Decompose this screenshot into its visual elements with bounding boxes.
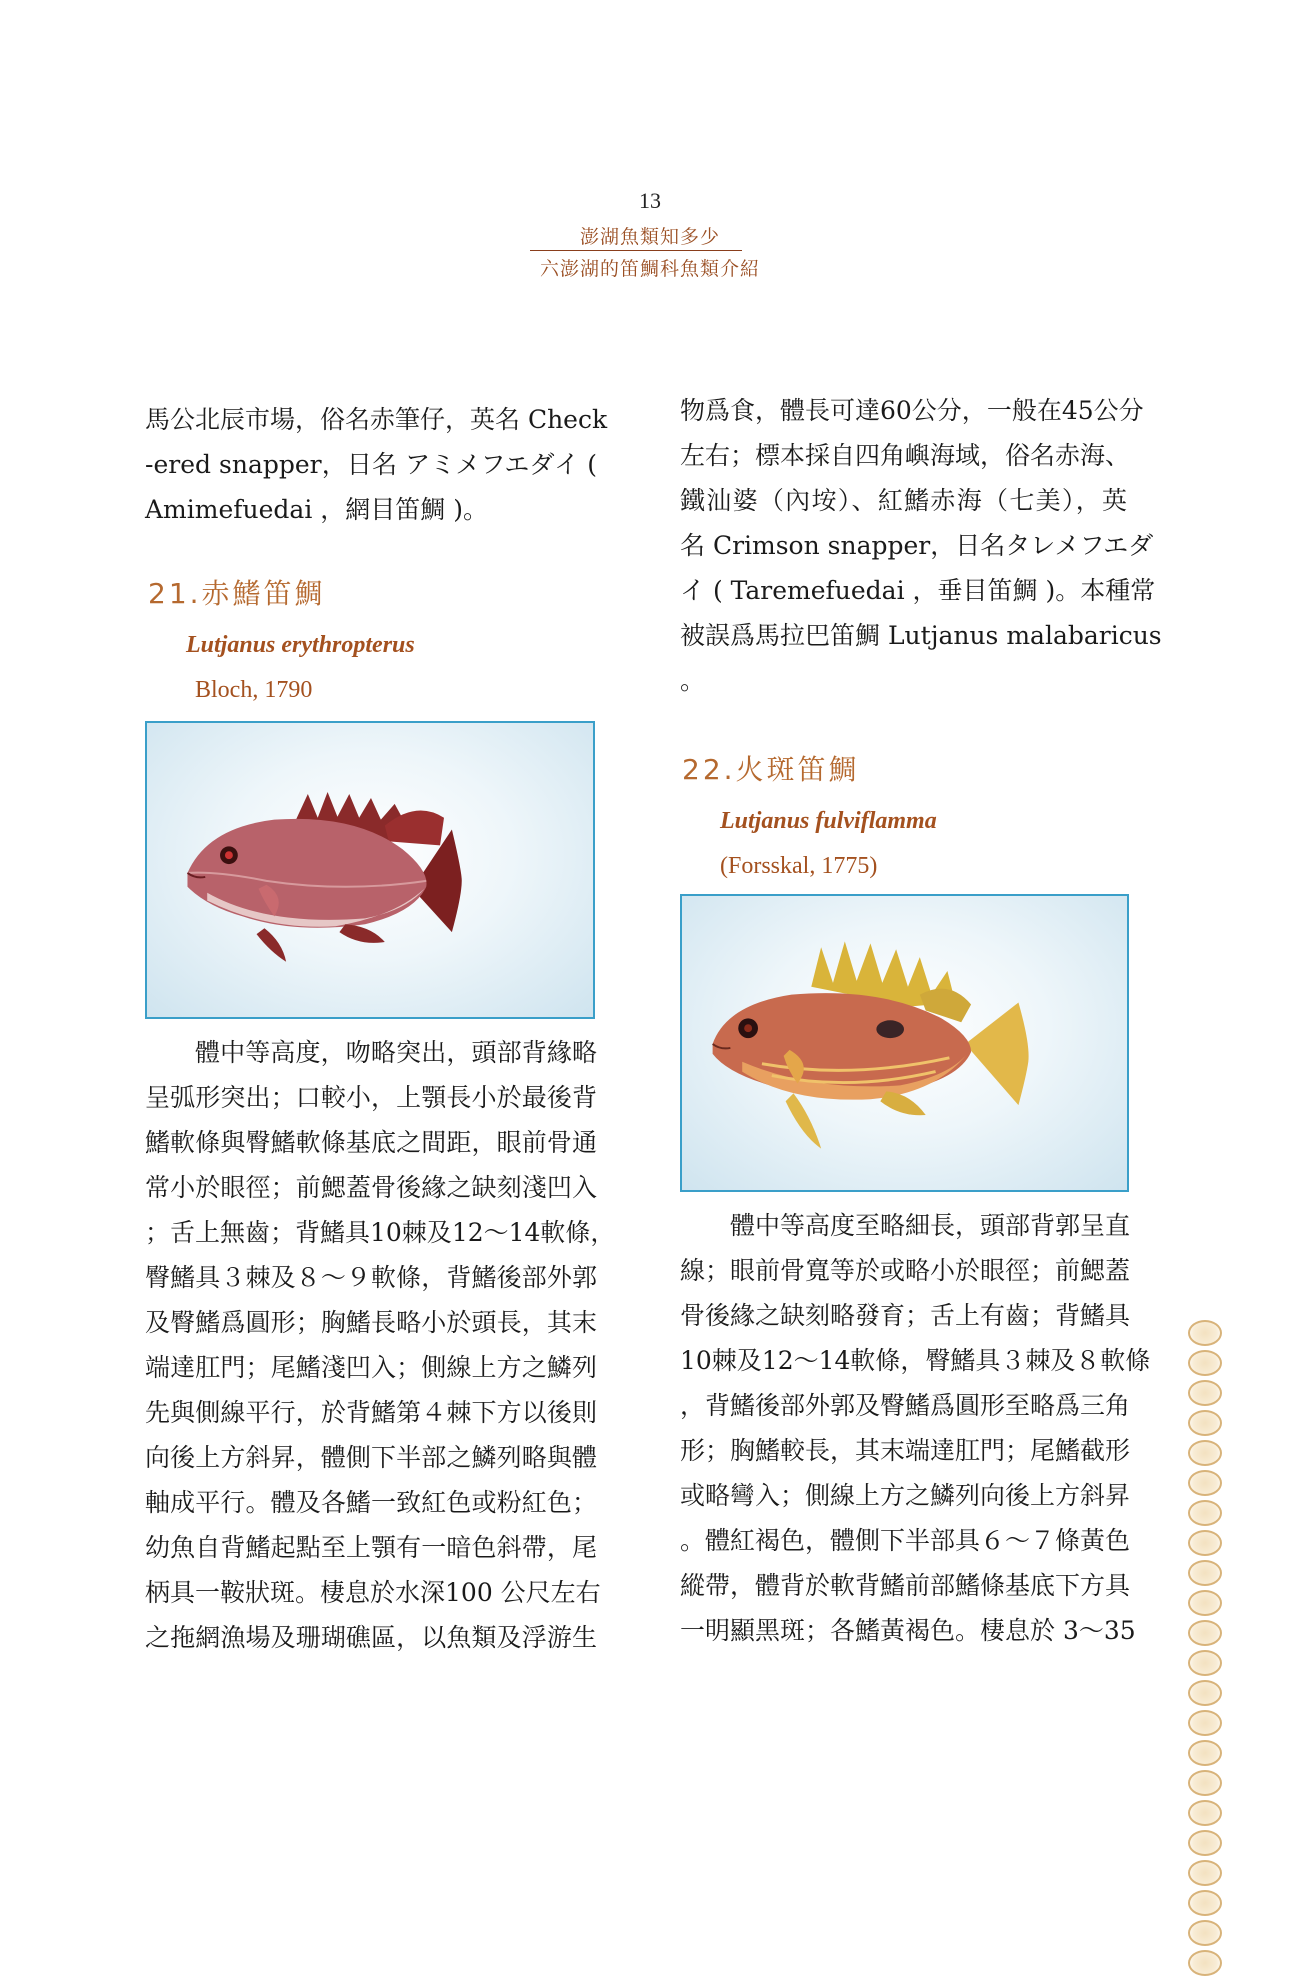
text-line: 。 (680, 666, 706, 695)
text-line: 形；胸鰭較長，其末端達肛門；尾鰭截形 (680, 1436, 1131, 1465)
species-22-scientific-name: Lutjanus fulviflamma (720, 808, 937, 834)
text-line: 。體紅褐色，體側下半部具６～７條黃色 (680, 1526, 1131, 1555)
text-line: 呈弧形突出；口較小，上顎長小於最後背 (145, 1083, 597, 1112)
ornament-dot (1188, 1680, 1222, 1706)
ornament-dot (1188, 1950, 1222, 1976)
text-line: 臀鰭具３棘及８～９軟條，背鰭後部外郭 (145, 1263, 597, 1292)
ornament-dot (1188, 1530, 1222, 1556)
text-line: 軸成平行。體及各鰭一致紅色或粉紅色； (145, 1488, 597, 1517)
ornament-dot (1188, 1860, 1222, 1886)
right-description-paragraph (680, 1203, 1151, 1653)
ornament-dot (1188, 1800, 1222, 1826)
species-21-scientific-name: Lutjanus erythropterus (186, 632, 415, 658)
text-line: 鰭軟條與臀鰭軟條基底之間距，眼前骨通 (145, 1128, 597, 1157)
ornament-dot (1188, 1560, 1222, 1586)
species-22-author: (Forsskal, 1775) (720, 853, 878, 879)
ornament-dot (1188, 1830, 1222, 1856)
ornament-dot (1188, 1740, 1222, 1766)
text-line: 縱帶，體背於軟背鰭前部鰭條基底下方具 (680, 1571, 1131, 1600)
ornament-dot (1188, 1590, 1222, 1616)
text-line: 馬公北辰市場，俗名赤筆仔，英名 Check (145, 405, 608, 434)
ornament-dot (1188, 1380, 1222, 1406)
species-21-photo (145, 721, 595, 1019)
text-line: Amimefuedai ，網目笛鯛 )。 (145, 495, 488, 524)
ornament-dot (1188, 1500, 1222, 1526)
text-line: 向後上方斜昇，體側下半部之鱗列略與體 (145, 1443, 597, 1472)
species-21-author: Bloch, 1790 (195, 677, 313, 703)
ornament-dot (1188, 1620, 1222, 1646)
ornament-dot (1188, 1920, 1222, 1946)
text-line: 之拖網漁場及珊瑚礁區，以魚類及浮游生 (145, 1623, 597, 1652)
blackspot-snapper-fish-illustration (682, 896, 1127, 1190)
text-line: 及臀鰭爲圓形；胸鰭長略小於頭長，其末 (145, 1308, 597, 1337)
header-divider (530, 250, 742, 251)
text-line: 左右；標本採自四角嶼海域，俗名赤海、 (680, 441, 1131, 470)
red-snapper-fish-illustration (147, 723, 593, 1017)
text-line: 柄具一鞍狀斑。棲息於水深100 公尺左右 (145, 1578, 601, 1607)
ornament-dot (1188, 1410, 1222, 1436)
ornament-dot (1188, 1890, 1222, 1916)
ornament-dot (1188, 1350, 1222, 1376)
left-description-paragraph (145, 1030, 616, 1660)
series-title: 澎湖魚類知多少 (579, 226, 720, 248)
text-line: 被誤爲馬拉巴笛鯛 Lutjanus malabaricus (680, 621, 1162, 650)
text-line: イ ( Taremefuedai ，垂目笛鯛 )。本種常 (680, 576, 1156, 605)
text-line: 體中等高度至略細長，頭部背郭呈直 (730, 1211, 1131, 1240)
chapter-title: 六澎湖的笛鯛科魚類介紹 (539, 258, 760, 280)
text-line: 名 Crimson snapper，日名タレメフエダ (680, 531, 1154, 560)
ornament-dot (1188, 1470, 1222, 1496)
ornament-dot (1188, 1770, 1222, 1796)
text-line: 鐵汕婆（內垵）、紅鰭赤海（七美），英 (680, 486, 1127, 515)
text-line: ，背鰭後部外郭及臀鰭爲圓形至略爲三角 (680, 1391, 1131, 1420)
left-intro-paragraph (145, 397, 608, 532)
text-line: 一明顯黑斑；各鰭黃褐色。棲息於 3～35 (680, 1616, 1136, 1645)
text-line: 骨後緣之缺刻略發育；舌上有齒；背鰭具 (680, 1301, 1131, 1330)
text-line: -ered snapper，日名 アミメフエダイ ( (145, 450, 597, 479)
text-line: 先與側線平行，於背鰭第４棘下方以後則 (145, 1398, 597, 1427)
text-line: ；舌上無齒；背鰭具10棘及12～14軟條， (145, 1218, 616, 1247)
ornament-dot (1188, 1440, 1222, 1466)
page-number: 13 (639, 188, 661, 213)
margin-ornament (1188, 1320, 1222, 1980)
text-line: 端達肛門；尾鰭淺凹入；側線上方之鱗列 (145, 1353, 597, 1382)
text-line: 10棘及12～14軟條，臀鰭具３棘及８軟條 (680, 1346, 1151, 1375)
species-22-photo (680, 894, 1129, 1192)
species-21-title: 21.赤鰭笛鯛 (148, 577, 326, 610)
text-line: 體中等高度，吻略突出，頭部背緣略 (195, 1038, 597, 1067)
text-line: 或略彎入；側線上方之鱗列向後上方斜昇 (680, 1481, 1131, 1510)
species-22-title: 22.火斑笛鯛 (682, 753, 860, 786)
ornament-dot (1188, 1710, 1222, 1736)
text-line: 物爲食，體長可達60公分，一般在45公分 (680, 396, 1144, 425)
text-line: 線；眼前骨寬等於或略小於眼徑；前鰓蓋 (680, 1256, 1131, 1285)
ornament-dot (1188, 1320, 1222, 1346)
text-line: 常小於眼徑；前鰓蓋骨後緣之缺刻淺凹入 (145, 1173, 597, 1202)
ornament-dot (1188, 1650, 1222, 1676)
text-line: 幼魚自背鰭起點至上顎有一暗色斜帶，尾 (145, 1533, 597, 1562)
right-intro-paragraph (680, 388, 1162, 703)
